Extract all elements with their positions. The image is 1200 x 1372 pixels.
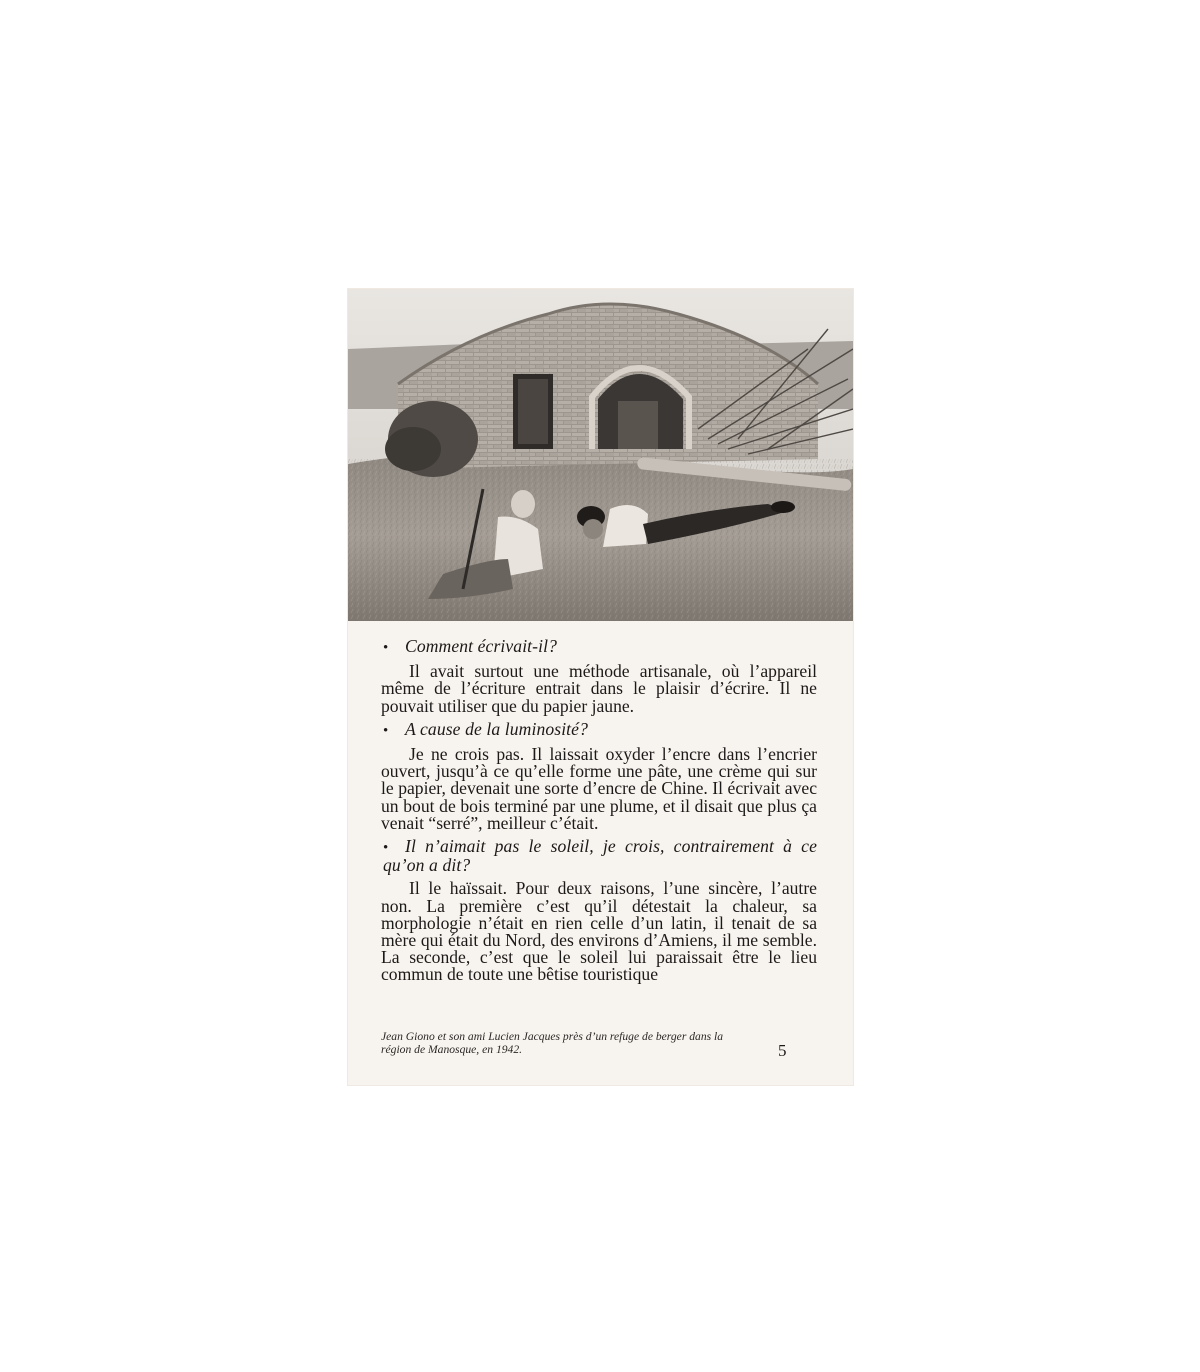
question-1: • Comment écrivait-il? [383,636,558,656]
body-text [381,638,817,990]
answer-3: Il le haïssait. Pour deux raisons, l’une sincère, l’autre non. La première c’est qu’il détestait la chaleur, sa morphologie n’était en rien celle d’un latin, il tenait de sa mère qui était du Nord, des environs d’Amiens, il me semble. La seconde, c’est que le soleil lui paraissait être le lieu commun de toute une bêtise touristique [381,878,817,985]
answer-2: Je ne crois pas. Il laissait oxyder l’encre dans l’encrier ouvert, jusqu’à ce qu’elle forme une pâte, une crème qui sur le papier, devenait une sorte d’encre de Chine. Il écrivait avec un bout de bois terminé par une plume, et il disait que plus ça venait “serré”, meilleur c’était. [381,744,817,833]
answer-1: Il avait surtout une méthode artisanale, où l’appareil même de l’écriture entrait dans le plaisir d’écrire. Il ne pouvait utiliser que du papier jaune. [381,661,817,716]
photo-caption: Jean Giono et son ami Lucien Jacques près d’un refuge de berger dans la région de Manosque, en 1942. [381,1030,724,1056]
book-page [348,289,853,1085]
photograph [348,289,853,621]
page-number: 5 [778,1041,787,1060]
question-2: • A cause de la luminosité? [383,718,588,739]
question-3: • Il n’aimait pas le soleil, je crois, contrairement à ce qu’on a dit? [383,836,817,876]
